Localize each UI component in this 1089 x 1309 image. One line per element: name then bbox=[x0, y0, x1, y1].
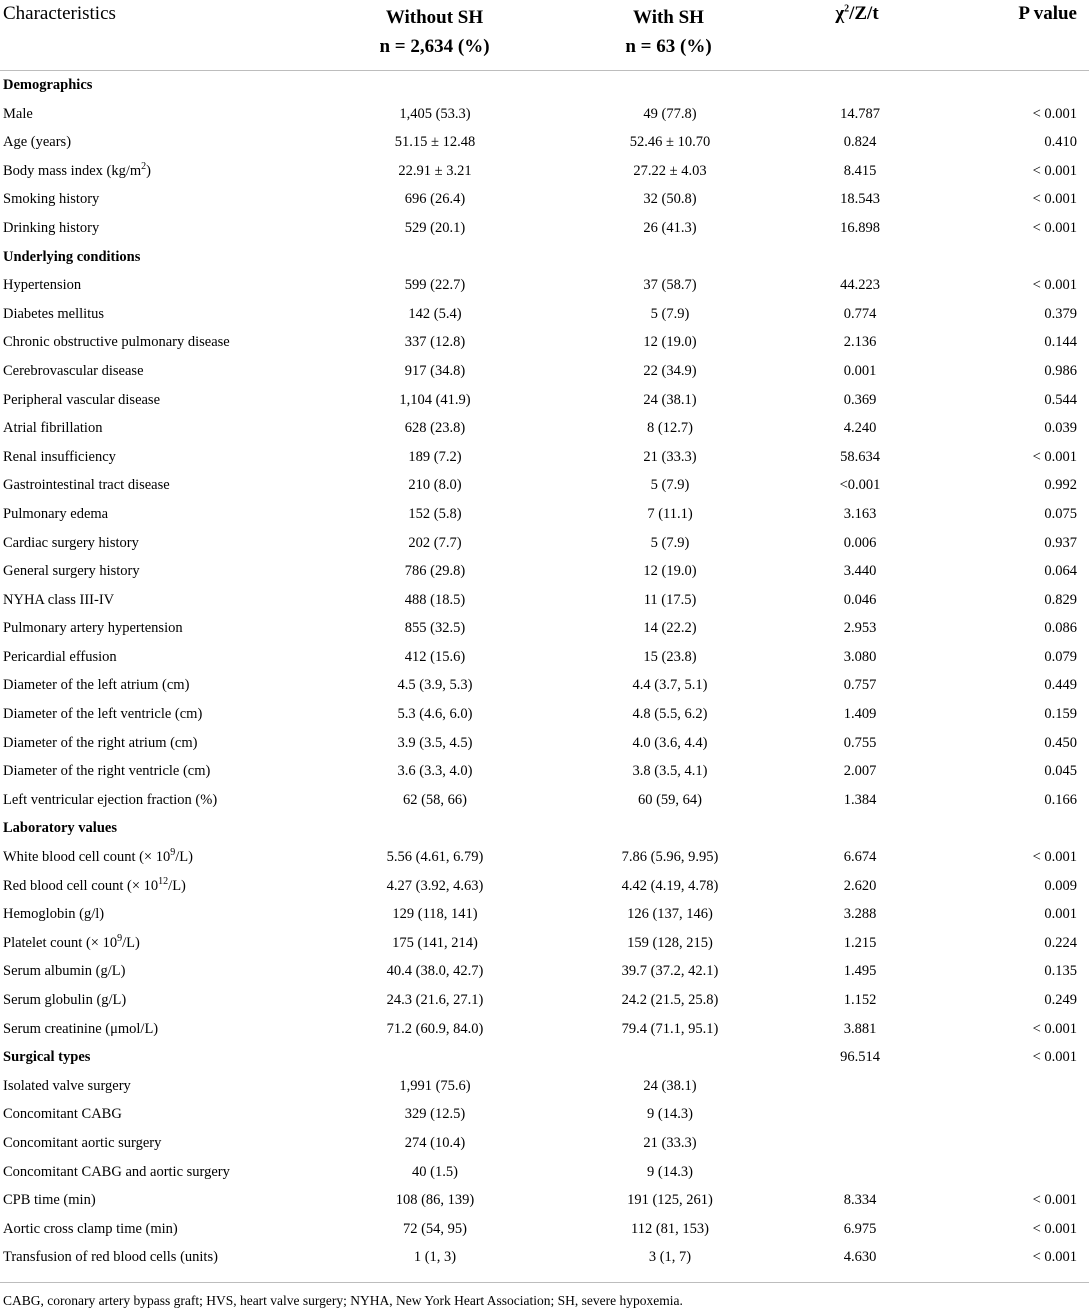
table-row bbox=[0, 1158, 1089, 1187]
cell-p-value: 0.075 bbox=[1044, 505, 1077, 522]
row-label: Diameter of the right atrium (cm) bbox=[3, 734, 198, 751]
table-row bbox=[0, 214, 1089, 243]
row-label: Serum globulin (g/L) bbox=[3, 992, 127, 1008]
cell-with-sh: 126 (137, 146) bbox=[627, 906, 713, 923]
cell-without-sh: 628 (23.8) bbox=[404, 420, 466, 437]
cell-with-sh: 5 (7.9) bbox=[650, 534, 690, 551]
header-without-sh-n: n = 2,634 (%) bbox=[379, 36, 490, 57]
table-row bbox=[0, 872, 1089, 901]
cell-without-sh: 1,405 (53.3) bbox=[399, 105, 471, 122]
header-without-sh-label: Without SH bbox=[385, 7, 484, 28]
cell-statistic: 3.163 bbox=[843, 505, 877, 522]
cell-with-sh: 12 (19.0) bbox=[643, 334, 697, 351]
cell-with-sh: 27.22 ± 4.03 bbox=[633, 162, 707, 179]
cell-statistic: 3.881 bbox=[843, 1020, 877, 1037]
cell-without-sh: 71.2 (60.9, 84.0) bbox=[386, 1020, 484, 1037]
cell-statistic: 2.953 bbox=[843, 620, 877, 637]
cell-statistic: 0.757 bbox=[843, 677, 877, 694]
row-label: Demographics bbox=[3, 77, 93, 93]
cell-without-sh: 412 (15.6) bbox=[404, 648, 466, 665]
cell-statistic: 0.006 bbox=[843, 534, 877, 551]
row-label: Concomitant aortic surgery bbox=[3, 1134, 162, 1151]
table-row bbox=[0, 986, 1089, 1015]
row-label: White blood cell count (× $10^9/L$) bbox=[3, 847, 193, 866]
cell-with-sh: 12 (19.0) bbox=[643, 563, 697, 580]
cell-with-sh: 159 (128, 215) bbox=[627, 934, 713, 951]
cell-with-sh: 191 (125, 261) bbox=[627, 1192, 713, 1209]
cell-statistic: <0.001 bbox=[839, 477, 881, 494]
table-row bbox=[0, 757, 1089, 786]
table-row bbox=[0, 786, 1089, 815]
table-row bbox=[0, 1186, 1089, 1215]
table-row bbox=[0, 414, 1089, 443]
cell-statistic: 16.898 bbox=[840, 219, 880, 236]
cell-p-value: 0.449 bbox=[1044, 677, 1077, 694]
cell-p-value: 0.379 bbox=[1044, 305, 1077, 322]
row-label: Pericardial effusion bbox=[3, 648, 117, 665]
cell-with-sh: 21 (33.3) bbox=[643, 448, 697, 465]
cell-without-sh: 855 (32.5) bbox=[404, 620, 466, 637]
cell-p-value: 0.001 bbox=[1044, 906, 1077, 923]
table-row bbox=[0, 700, 1089, 729]
table-row bbox=[0, 157, 1089, 186]
header-with-sh bbox=[570, 3, 767, 61]
row-label: Smoking history bbox=[3, 191, 100, 208]
cell-without-sh: 24.3 (21.6, 27.1) bbox=[386, 992, 484, 1008]
cell-without-sh: 202 (7.7) bbox=[408, 534, 462, 551]
cell-p-value: < 0.001 bbox=[1032, 448, 1077, 465]
cell-without-sh: 696 (26.4) bbox=[404, 191, 466, 208]
header-without-sh bbox=[336, 3, 533, 61]
row-label: Peripheral vascular disease bbox=[3, 391, 161, 408]
cell-without-sh: 599 (22.7) bbox=[404, 277, 466, 294]
table-row bbox=[0, 471, 1089, 500]
cell-with-sh: 22 (34.9) bbox=[643, 362, 697, 379]
cell-p-value: 0.009 bbox=[1044, 877, 1077, 894]
cell-statistic: 96.514 bbox=[840, 1049, 880, 1066]
row-label: Diabetes mellitus bbox=[3, 305, 105, 322]
cell-without-sh: 210 (8.0) bbox=[408, 477, 462, 494]
cell-statistic: 0.001 bbox=[843, 362, 877, 379]
section-row bbox=[0, 1043, 1089, 1072]
cell-p-value: < 0.001 bbox=[1032, 105, 1077, 122]
cell-p-value: 0.144 bbox=[1044, 334, 1077, 351]
cell-p-value: < 0.001 bbox=[1032, 849, 1077, 866]
cell-with-sh: 26 (41.3) bbox=[643, 219, 697, 236]
cell-statistic: 58.634 bbox=[840, 448, 880, 465]
cell-without-sh: 62 (58, 66) bbox=[402, 791, 468, 808]
cell-statistic: 0.774 bbox=[843, 305, 877, 322]
cell-with-sh: 24 (38.1) bbox=[643, 1077, 697, 1094]
cell-statistic: 1.384 bbox=[843, 791, 877, 808]
table-row bbox=[0, 443, 1089, 472]
cell-with-sh: 5 (7.9) bbox=[650, 477, 690, 494]
cell-without-sh: 4.5 (3.9, 5.3) bbox=[397, 677, 473, 694]
row-label: NYHA class III-IV bbox=[3, 591, 115, 608]
table-row bbox=[0, 643, 1089, 672]
cell-with-sh: 5 (7.9) bbox=[650, 305, 690, 322]
row-label: Concomitant CABG bbox=[3, 1106, 122, 1123]
table-row bbox=[0, 586, 1089, 615]
table-footnote: CABG, coronary artery bypass graft; HVS, heart valve surgery; NYHA, New York Heart Association; SH, severe hypoxemia. bbox=[3, 1292, 683, 1308]
cell-p-value: < 0.001 bbox=[1032, 191, 1077, 208]
table-row bbox=[0, 729, 1089, 758]
table-row bbox=[0, 671, 1089, 700]
cell-p-value: 0.829 bbox=[1044, 591, 1077, 608]
cell-p-value: 0.039 bbox=[1044, 420, 1077, 437]
cell-with-sh: 9 (14.3) bbox=[647, 1106, 693, 1123]
cell-without-sh: 1,991 (75.6) bbox=[399, 1077, 471, 1094]
cell-without-sh: 917 (34.8) bbox=[404, 362, 466, 379]
cell-p-value: < 0.001 bbox=[1032, 277, 1077, 294]
cell-p-value: < 0.001 bbox=[1032, 1020, 1077, 1037]
row-label: Aortic cross clamp time (min) bbox=[3, 1220, 178, 1237]
cell-without-sh: 175 (141, 214) bbox=[392, 934, 478, 951]
row-label: CPB time (min) bbox=[3, 1192, 96, 1209]
table-body bbox=[0, 71, 1089, 1272]
cell-with-sh: 15 (23.8) bbox=[643, 648, 697, 665]
section-row bbox=[0, 814, 1089, 843]
cell-with-sh: 8 (12.7) bbox=[647, 420, 693, 437]
cell-statistic: 6.975 bbox=[843, 1220, 877, 1237]
row-label: Diameter of the left atrium (cm) bbox=[3, 677, 190, 694]
header-characteristics: Characteristics bbox=[3, 3, 116, 24]
cell-with-sh: 4.0 (3.6, 4.4) bbox=[632, 734, 708, 751]
cell-with-sh: 24 (38.1) bbox=[643, 391, 697, 408]
cell-statistic: 0.046 bbox=[843, 591, 877, 608]
table-row bbox=[0, 1100, 1089, 1129]
cell-with-sh: 37 (58.7) bbox=[643, 277, 697, 294]
row-label: Serum creatinine (μmol/L) bbox=[3, 1020, 159, 1037]
row-label: Renal insufficiency bbox=[3, 448, 116, 465]
cell-p-value: 0.544 bbox=[1044, 391, 1077, 408]
cell-p-value: 0.992 bbox=[1044, 477, 1077, 494]
cell-without-sh: 5.3 (4.6, 6.0) bbox=[397, 706, 473, 723]
cell-without-sh: 274 (10.4) bbox=[404, 1134, 466, 1151]
table-row bbox=[0, 614, 1089, 643]
row-label: Surgical types bbox=[3, 1049, 91, 1066]
cell-p-value: < 0.001 bbox=[1032, 219, 1077, 236]
cell-p-value: < 0.001 bbox=[1032, 162, 1077, 179]
cell-with-sh: 11 (17.5) bbox=[643, 591, 697, 608]
cell-with-sh: 7.86 (5.96, 9.95) bbox=[621, 849, 719, 866]
cell-without-sh: 152 (5.8) bbox=[408, 505, 462, 522]
cell-without-sh: 142 (5.4) bbox=[408, 305, 462, 322]
table-row bbox=[0, 557, 1089, 586]
row-label: Concomitant CABG and aortic surgery bbox=[3, 1163, 230, 1180]
cell-statistic: 8.415 bbox=[843, 162, 877, 179]
row-label: Red blood cell count (× $10^{12}/L$) bbox=[3, 875, 186, 894]
section-row bbox=[0, 71, 1089, 100]
cell-with-sh: 3.8 (3.5, 4.1) bbox=[632, 763, 708, 780]
cell-with-sh: 60 (59, 64) bbox=[637, 791, 703, 808]
cell-without-sh: 22.91 ± 3.21 bbox=[398, 162, 472, 179]
cell-with-sh: 39.7 (37.2, 42.1) bbox=[621, 963, 719, 980]
cell-with-sh: 7 (11.1) bbox=[647, 505, 693, 522]
cell-without-sh: 786 (29.8) bbox=[404, 563, 466, 580]
cell-with-sh: 9 (14.3) bbox=[647, 1163, 693, 1180]
cell-with-sh: 24.2 (21.5, 25.8) bbox=[621, 992, 719, 1008]
cell-p-value: < 0.001 bbox=[1032, 1220, 1077, 1237]
table-row bbox=[0, 271, 1089, 300]
section-row bbox=[0, 243, 1089, 272]
cell-statistic: 0.369 bbox=[843, 391, 877, 408]
table-row bbox=[0, 1215, 1089, 1244]
table-row bbox=[0, 929, 1089, 958]
cell-statistic: 6.674 bbox=[843, 849, 877, 866]
cell-p-value: < 0.001 bbox=[1032, 1049, 1077, 1066]
cell-without-sh: 3.9 (3.5, 4.5) bbox=[397, 734, 473, 751]
cell-statistic: 1.152 bbox=[843, 992, 877, 1008]
cell-p-value: 0.166 bbox=[1044, 791, 1077, 808]
cell-without-sh: 72 (54, 95) bbox=[402, 1220, 468, 1237]
table-row bbox=[0, 529, 1089, 558]
table-row bbox=[0, 100, 1089, 129]
cell-statistic: 4.240 bbox=[843, 420, 877, 437]
cell-without-sh: 329 (12.5) bbox=[404, 1106, 466, 1123]
row-label: Gastrointestinal tract disease bbox=[3, 477, 170, 494]
cell-statistic: 14.787 bbox=[840, 105, 880, 122]
cell-statistic: 44.223 bbox=[840, 277, 880, 294]
row-label: Male bbox=[3, 105, 33, 122]
cell-p-value: 0.224 bbox=[1044, 934, 1077, 951]
cell-statistic: 2.136 bbox=[843, 334, 877, 351]
table-row bbox=[0, 900, 1089, 929]
cell-without-sh: 337 (12.8) bbox=[404, 334, 466, 351]
cell-statistic: 18.543 bbox=[840, 191, 880, 208]
cell-statistic: 4.630 bbox=[843, 1249, 877, 1266]
row-label: Pulmonary edema bbox=[3, 505, 109, 522]
row-label: Underlying conditions bbox=[3, 248, 141, 265]
table-row bbox=[0, 1072, 1089, 1101]
cell-with-sh: 14 (22.2) bbox=[643, 620, 697, 637]
cell-p-value: 0.249 bbox=[1044, 992, 1077, 1008]
cell-p-value: < 0.001 bbox=[1032, 1249, 1077, 1266]
table-row bbox=[0, 185, 1089, 214]
row-label: Diameter of the left ventricle (cm) bbox=[3, 706, 203, 723]
cell-p-value: 0.086 bbox=[1044, 620, 1077, 637]
cell-p-value: 0.986 bbox=[1044, 362, 1077, 379]
cell-without-sh: 40 (1.5) bbox=[412, 1163, 458, 1180]
cell-with-sh: 3 (1, 7) bbox=[648, 1249, 692, 1266]
row-label: Transfusion of red blood cells (units) bbox=[3, 1249, 218, 1266]
cell-with-sh: 112 (81, 153) bbox=[631, 1220, 709, 1237]
row-label: Laboratory values bbox=[3, 820, 117, 837]
table-row bbox=[0, 300, 1089, 329]
cell-with-sh: 4.8 (5.5, 6.2) bbox=[632, 706, 708, 723]
table-row bbox=[0, 328, 1089, 357]
cell-p-value: 0.045 bbox=[1044, 763, 1077, 780]
table-row bbox=[0, 957, 1089, 986]
row-label: Age (years) bbox=[3, 134, 72, 151]
cell-p-value: 0.079 bbox=[1044, 648, 1077, 665]
cell-statistic: 1.215 bbox=[843, 934, 877, 951]
row-label: Serum albumin (g/L) bbox=[3, 963, 126, 980]
cell-without-sh: 1,104 (41.9) bbox=[399, 391, 471, 408]
cell-statistic: 2.007 bbox=[843, 763, 877, 780]
table-row bbox=[0, 843, 1089, 872]
cell-p-value: 0.937 bbox=[1044, 534, 1077, 551]
cell-without-sh: 40.4 (38.0, 42.7) bbox=[386, 963, 484, 980]
row-label: Isolated valve surgery bbox=[3, 1077, 131, 1094]
cell-statistic: 3.288 bbox=[843, 906, 877, 923]
header-with-sh-label: With SH bbox=[633, 7, 704, 28]
row-label: Body mass index $(kg/m^2)$ bbox=[3, 160, 151, 179]
table-header bbox=[0, 0, 1089, 71]
cell-without-sh: 529 (20.1) bbox=[404, 219, 466, 236]
cell-without-sh: 4.27 (3.92, 4.63) bbox=[386, 877, 484, 894]
cell-statistic: 0.755 bbox=[843, 734, 877, 751]
cell-statistic: 8.334 bbox=[843, 1192, 877, 1209]
cell-without-sh: 129 (118, 141) bbox=[392, 906, 478, 923]
cell-with-sh: 21 (33.3) bbox=[643, 1134, 697, 1151]
cell-with-sh: 49 (77.8) bbox=[643, 105, 697, 122]
row-label: Cerebrovascular disease bbox=[3, 362, 144, 379]
cell-statistic: 1.495 bbox=[843, 963, 877, 980]
cell-p-value: 0.064 bbox=[1044, 563, 1077, 580]
cell-statistic: 3.440 bbox=[843, 563, 877, 580]
row-label: Left ventricular ejection fraction (%) bbox=[3, 791, 218, 808]
table-row bbox=[0, 357, 1089, 386]
row-label: Cardiac surgery history bbox=[3, 534, 139, 551]
cell-with-sh: 4.4 (3.7, 5.1) bbox=[632, 677, 708, 694]
header-with-sh-n: n = 63 (%) bbox=[625, 36, 712, 57]
header-p-value: P value bbox=[1018, 3, 1077, 24]
cell-without-sh: 5.56 (4.61, 6.79) bbox=[386, 849, 484, 866]
cell-statistic: 1.409 bbox=[843, 706, 877, 723]
cell-p-value: < 0.001 bbox=[1032, 1192, 1077, 1209]
row-label: Platelet count (× $10^9/L$) bbox=[3, 932, 140, 951]
cell-without-sh: 3.6 (3.3, 4.0) bbox=[397, 763, 473, 780]
cell-with-sh: 52.46 ± 10.70 bbox=[629, 134, 711, 151]
table-row bbox=[0, 1015, 1089, 1044]
table-row bbox=[0, 1243, 1089, 1272]
row-label: Chronic obstructive pulmonary disease bbox=[3, 334, 230, 351]
cell-statistic: 2.620 bbox=[843, 877, 877, 894]
cell-without-sh: 51.15 ± 12.48 bbox=[394, 134, 476, 151]
row-label: General surgery history bbox=[3, 563, 140, 580]
cell-p-value: 0.135 bbox=[1044, 963, 1077, 980]
cell-without-sh: 189 (7.2) bbox=[408, 448, 462, 465]
cell-p-value: 0.159 bbox=[1044, 706, 1077, 723]
table-row bbox=[0, 500, 1089, 529]
table-row bbox=[0, 1129, 1089, 1158]
cell-p-value: 0.450 bbox=[1044, 734, 1077, 751]
row-label: Atrial fibrillation bbox=[3, 420, 103, 437]
cell-without-sh: 1 (1, 3) bbox=[413, 1249, 457, 1266]
cell-without-sh: 108 (86, 139) bbox=[395, 1192, 475, 1209]
cell-with-sh: 32 (50.8) bbox=[643, 191, 697, 208]
cell-statistic: 0.824 bbox=[843, 134, 877, 151]
row-label: Diameter of the right ventricle (cm) bbox=[3, 763, 211, 780]
row-label: Hemoglobin (g/l) bbox=[3, 906, 105, 923]
row-label: Drinking history bbox=[3, 219, 100, 236]
row-label: Pulmonary artery hypertension bbox=[3, 620, 183, 637]
cell-with-sh: 79.4 (71.1, 95.1) bbox=[621, 1020, 719, 1037]
table-row bbox=[0, 386, 1089, 415]
header-statistic: $\chi^2/Z/t$ bbox=[835, 3, 879, 24]
row-label: Hypertension bbox=[3, 277, 82, 294]
cell-with-sh: 4.42 (4.19, 4.78) bbox=[621, 877, 719, 894]
cell-p-value: 0.410 bbox=[1044, 134, 1077, 151]
cell-statistic: 3.080 bbox=[843, 648, 877, 665]
table-row bbox=[0, 128, 1089, 157]
cell-without-sh: 488 (18.5) bbox=[404, 591, 466, 608]
